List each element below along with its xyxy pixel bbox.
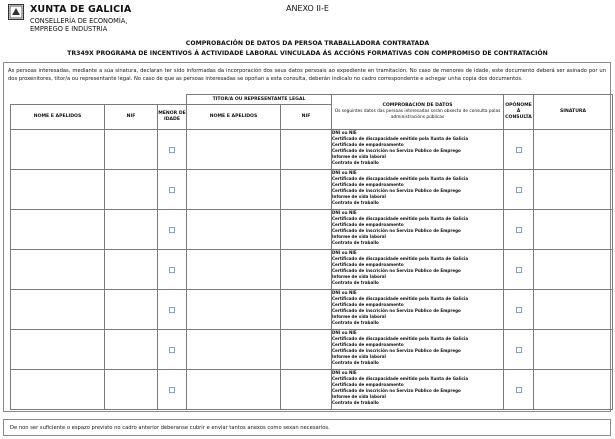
check-item: Contrato de traballo: [332, 359, 379, 365]
tutor-name-cell[interactable]: [187, 330, 281, 370]
signature-cell[interactable]: [534, 130, 613, 170]
oppose-cell: [504, 330, 534, 370]
minor-cell: [158, 330, 187, 370]
program-title: TR349X PROGRAMA DE INCENTIVOS Á ACTIVIDADE LABORAL VINCULADA ÁS ACCIÓNS FORMATIVAS CON COMPROMISO DE CONTRATACIÓN: [67, 50, 548, 57]
brand-name: XUNTA DE GALICIA: [30, 4, 132, 15]
oppose-checkbox[interactable]: [516, 147, 522, 153]
table-row: [11, 290, 613, 330]
header-check-title: COMPROBACIÓN DE DATOS: [382, 103, 453, 108]
tutor-nif-cell[interactable]: [281, 370, 332, 410]
intro-paragraph: As persoas interesadas, mediante a súa sinatura, declaran ter sido informadas da incorporación dos seus datos persoais ao expediente en tramitación. No caso de menores de idade, este documento deberá ser asinado por un dos proxenitores, titor/a ou representante legal. No caso de que as persoas interesadas se opoñan a esta consulta, deberán indicalo no cadro correspondente e achegar unha copia dos documentos.: [8, 68, 606, 82]
check-item: Certificado de empadroamento: [332, 221, 404, 227]
check-item: Certificado de discapacidade emitido pola Xunta de Galicia: [332, 335, 469, 341]
header-name: NOME E APELIDOS: [11, 105, 105, 130]
check-item: Certificado de discapacidade emitido pola Xunta de Galicia: [332, 135, 469, 141]
header-tutor-nif: NIF: [281, 105, 332, 130]
header-row-top: [11, 95, 613, 105]
oppose-checkbox[interactable]: [516, 227, 522, 233]
check-item: Certificado de discapacidade emitido pola Xunta de Galicia: [332, 375, 469, 381]
name-cell[interactable]: [11, 130, 105, 170]
nif-cell[interactable]: [105, 370, 158, 410]
document-header: [0, 0, 615, 38]
minor-cell: [158, 370, 187, 410]
check-item: Certificado de inscrición no Servizo Público de Emprego: [332, 307, 461, 313]
name-cell[interactable]: [11, 330, 105, 370]
footer-note: [3, 419, 611, 436]
tutor-name-cell[interactable]: [187, 250, 281, 290]
header-tutor-name: NOME E APELIDOS: [187, 105, 281, 130]
annex-label: ANEXO II-E: [286, 4, 329, 13]
minor-checkbox[interactable]: [169, 267, 175, 273]
check-item: Informe de vida laboral: [332, 273, 386, 279]
check-item: Informe de vida laboral: [332, 393, 386, 399]
oppose-cell: [504, 370, 534, 410]
oppose-cell: [504, 170, 534, 210]
header-blank-2: [105, 95, 158, 105]
table-row: [11, 130, 613, 170]
tutor-name-cell[interactable]: [187, 210, 281, 250]
minor-checkbox[interactable]: [169, 147, 175, 153]
check-list-cell: [332, 210, 504, 250]
check-item: Certificado de empadroamento: [332, 341, 404, 347]
check-item: Certificado de inscrición no Servizo Público de Emprego: [332, 387, 461, 393]
header-check-subtitle: Os seguintes datos das persoas interesadas serán obxecto de consulta polas administracións públicas: [334, 109, 501, 120]
check-list-cell: [332, 170, 504, 210]
check-item: DNI ou NIE: [332, 250, 357, 255]
nif-cell[interactable]: [105, 170, 158, 210]
check-item: Contrato de traballo: [332, 159, 379, 165]
header-blank-3: [158, 95, 187, 105]
consent-table: [10, 94, 613, 410]
check-item: Certificado de discapacidade emitido pola Xunta de Galicia: [332, 295, 469, 301]
check-item: Contrato de traballo: [332, 279, 379, 285]
nif-cell[interactable]: [105, 250, 158, 290]
header-blank-1: [11, 95, 105, 105]
tutor-nif-cell[interactable]: [281, 330, 332, 370]
name-cell[interactable]: [11, 370, 105, 410]
tutor-name-cell[interactable]: [187, 290, 281, 330]
check-item: Certificado de empadroamento: [332, 301, 404, 307]
header-minor: MENOR DE IDADE: [158, 105, 187, 130]
oppose-cell: [504, 210, 534, 250]
name-cell[interactable]: [11, 250, 105, 290]
check-list-cell: [332, 330, 504, 370]
tutor-name-cell[interactable]: [187, 130, 281, 170]
minor-checkbox[interactable]: [169, 347, 175, 353]
check-item: Informe de vida laboral: [332, 233, 386, 239]
check-item: Informe de vida laboral: [332, 193, 386, 199]
check-item: Certificado de inscrición no Servizo Público de Emprego: [332, 227, 461, 233]
check-item: Contrato de traballo: [332, 319, 379, 325]
oppose-checkbox[interactable]: [516, 187, 522, 193]
nif-cell[interactable]: [105, 130, 158, 170]
check-item: DNI ou NIE: [332, 330, 357, 335]
header-nif: NIF: [105, 105, 158, 130]
signature-cell[interactable]: [534, 290, 613, 330]
table-row: [11, 370, 613, 410]
nif-cell[interactable]: [105, 330, 158, 370]
header-signature: SINATURA: [534, 95, 613, 130]
document-title: COMPROBACIÓN DE DATOS DA PERSOA TRABALLADORA CONTRATADA: [185, 40, 430, 47]
table-row: [11, 330, 613, 370]
oppose-checkbox[interactable]: [516, 267, 522, 273]
check-item: Certificado de empadroamento: [332, 141, 404, 147]
check-item: Certificado de empadroamento: [332, 381, 404, 387]
check-item: Certificado de inscrición no Servizo Público de Emprego: [332, 267, 461, 273]
minor-cell: [158, 250, 187, 290]
check-list-cell: [332, 370, 504, 410]
check-item: DNI ou NIE: [332, 130, 357, 135]
check-item: Certificado de inscrición no Servizo Público de Emprego: [332, 147, 461, 153]
name-cell[interactable]: [11, 210, 105, 250]
minor-checkbox[interactable]: [169, 387, 175, 393]
department-line-1: CONSELLERÍA DE ECONOMÍA,: [30, 17, 128, 25]
data-table: [10, 94, 612, 412]
tutor-name-cell[interactable]: [187, 370, 281, 410]
tutor-nif-cell[interactable]: [281, 130, 332, 170]
minor-cell: [158, 290, 187, 330]
tutor-nif-cell[interactable]: [281, 250, 332, 290]
check-item: Certificado de discapacidade emitido pola Xunta de Galicia: [332, 175, 469, 181]
oppose-checkbox[interactable]: [516, 347, 522, 353]
minor-cell: [158, 210, 187, 250]
oppose-checkbox[interactable]: [516, 307, 522, 313]
oppose-cell: [504, 250, 534, 290]
header-tutor: TITOR/A OU REPRESENTANTE LEGAL: [187, 95, 332, 105]
nif-cell[interactable]: [105, 290, 158, 330]
header-check: [332, 95, 504, 130]
check-item: Certificado de empadroamento: [332, 181, 404, 187]
check-item: Certificado de discapacidade emitido pola Xunta de Galicia: [332, 215, 469, 221]
check-item: Contrato de traballo: [332, 399, 379, 405]
signature-cell[interactable]: [534, 210, 613, 250]
minor-cell: [158, 170, 187, 210]
check-item: Certificado de inscrición no Servizo Público de Emprego: [332, 187, 461, 193]
tutor-nif-cell[interactable]: [281, 290, 332, 330]
tutor-nif-cell[interactable]: [281, 210, 332, 250]
department-line-2: EMPREGO E INDUSTRIA: [30, 25, 108, 33]
signature-cell[interactable]: [534, 250, 613, 290]
signature-cell[interactable]: [534, 370, 613, 410]
check-item: Certificado de inscrición no Servizo Público de Emprego: [332, 347, 461, 353]
check-item: Informe de vida laboral: [332, 313, 386, 319]
footer-text: De non ser suficiente o espazo previsto no cadro anterior deberanse cubrir e enviar tantos anexos como sexan necesarios.: [10, 425, 330, 431]
name-cell[interactable]: [11, 290, 105, 330]
oppose-cell: [504, 130, 534, 170]
check-item: DNI ou NIE: [332, 370, 357, 375]
check-list-cell: [332, 250, 504, 290]
name-cell[interactable]: [11, 170, 105, 210]
check-item: DNI ou NIE: [332, 170, 357, 175]
table-row: [11, 170, 613, 210]
minor-checkbox[interactable]: [169, 187, 175, 193]
header-oppose: OPÓÑOME Á CONSULTA: [504, 95, 534, 130]
minor-checkbox[interactable]: [169, 227, 175, 233]
table-row: [11, 210, 613, 250]
check-item: DNI ou NIE: [332, 210, 357, 215]
check-item: Informe de vida laboral: [332, 353, 386, 359]
check-list-cell: [332, 130, 504, 170]
check-item: Informe de vida laboral: [332, 153, 386, 159]
minor-checkbox[interactable]: [169, 307, 175, 313]
minor-cell: [158, 130, 187, 170]
signature-cell[interactable]: [534, 170, 613, 210]
oppose-cell: [504, 290, 534, 330]
check-list-cell: [332, 290, 504, 330]
oppose-checkbox[interactable]: [516, 387, 522, 393]
check-item: Contrato de traballo: [332, 239, 379, 245]
check-item: Contrato de traballo: [332, 199, 379, 205]
signature-cell[interactable]: [534, 330, 613, 370]
tutor-nif-cell[interactable]: [281, 170, 332, 210]
check-item: Certificado de empadroamento: [332, 261, 404, 267]
check-item: DNI ou NIE: [332, 290, 357, 295]
table-row: [11, 250, 613, 290]
nif-cell[interactable]: [105, 210, 158, 250]
tutor-name-cell[interactable]: [187, 170, 281, 210]
check-item: Certificado de discapacidade emitido pola Xunta de Galicia: [332, 255, 469, 261]
